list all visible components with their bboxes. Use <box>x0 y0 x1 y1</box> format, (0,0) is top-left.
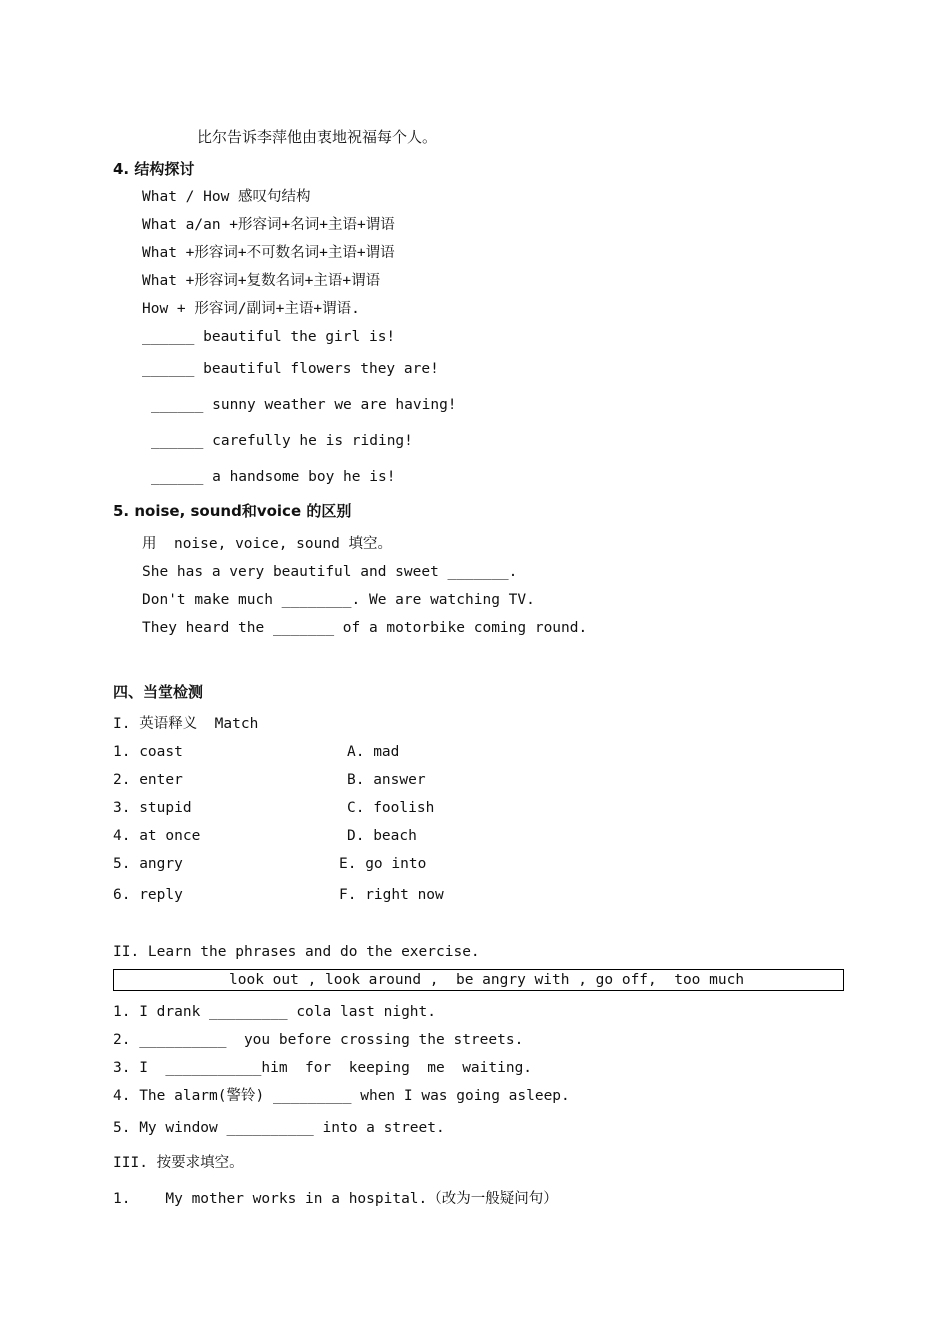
fill-sentence-2: Don't make much ________. We are watching TV. <box>142 592 535 608</box>
part-1-title: I. 英语释义 Match <box>113 716 259 732</box>
structure-line-3: What +形容词+不可数名词+主语+谓语 <box>142 245 395 261</box>
exclamation-exercise-5: ______ a handsome boy he is! <box>151 469 396 485</box>
section-4-heading: 4. 结构探讨 <box>113 160 195 178</box>
part-2-title: II. Learn the phrases and do the exercise. <box>113 944 480 960</box>
exclamation-exercise-2: ______ beautiful flowers they are! <box>142 361 439 377</box>
phrase-exercise-3: 3. I ___________him for keeping me waiting. <box>113 1060 533 1076</box>
fill-sentence-3: They heard the _______ of a motorbike coming round. <box>142 620 588 636</box>
section-5-heading: 5. noise, sound和voice 的区别 <box>113 502 352 520</box>
exclamation-exercise-4: ______ carefully he is riding! <box>151 433 413 449</box>
phrase-list: look out , look around , be angry with , go off, too much <box>229 972 745 988</box>
structure-line-1: What / How 感叹句结构 <box>142 189 311 205</box>
structure-line-5: How + 形容词/副词+主语+谓语. <box>142 301 360 317</box>
phrase-exercise-1: 1. I drank _________ cola last night. <box>113 1004 437 1020</box>
transform-exercise-1: 1. My mother works in a hospital.（改为一般疑问句） <box>113 1191 558 1207</box>
match-right-b: B. answer <box>347 772 426 788</box>
structure-line-4: What +形容词+复数名词+主语+谓语 <box>142 273 381 289</box>
part-3-title: III. 按要求填空。 <box>113 1155 244 1171</box>
match-left-2: 2. enter <box>113 772 183 788</box>
phrase-box <box>113 969 844 991</box>
match-left-5: 5. angry <box>113 856 183 872</box>
match-right-d: D. beach <box>347 828 417 844</box>
match-left-6: 6. reply <box>113 887 183 903</box>
match-right-e: E. go into <box>339 856 427 872</box>
phrase-exercise-5: 5. My window __________ into a street. <box>113 1120 445 1136</box>
translation-line: 比尔告诉李萍他由衷地祝福每个人。 <box>197 128 438 146</box>
match-right-f: F. right now <box>339 887 444 903</box>
match-left-4: 4. at once <box>113 828 201 844</box>
fill-instruction: 用 noise, voice, sound 填空。 <box>142 536 393 552</box>
exclamation-exercise-1: ______ beautiful the girl is! <box>142 329 396 345</box>
match-left-1: 1. coast <box>113 744 183 760</box>
fill-sentence-1: She has a very beautiful and sweet _______. <box>142 564 518 580</box>
match-right-c: C. foolish <box>347 800 435 816</box>
phrase-exercise-4: 4. The alarm(警铃) _________ when I was going asleep. <box>113 1088 570 1104</box>
phrase-exercise-2: 2. __________ you before crossing the streets. <box>113 1032 524 1048</box>
exclamation-exercise-3: ______ sunny weather we are having! <box>151 397 457 413</box>
structure-line-2: What a/an +形容词+名词+主语+谓语 <box>142 217 395 233</box>
match-right-a: A. mad <box>347 744 400 760</box>
test-heading: 四、当堂检测 <box>113 683 204 701</box>
match-left-3: 3. stupid <box>113 800 192 816</box>
